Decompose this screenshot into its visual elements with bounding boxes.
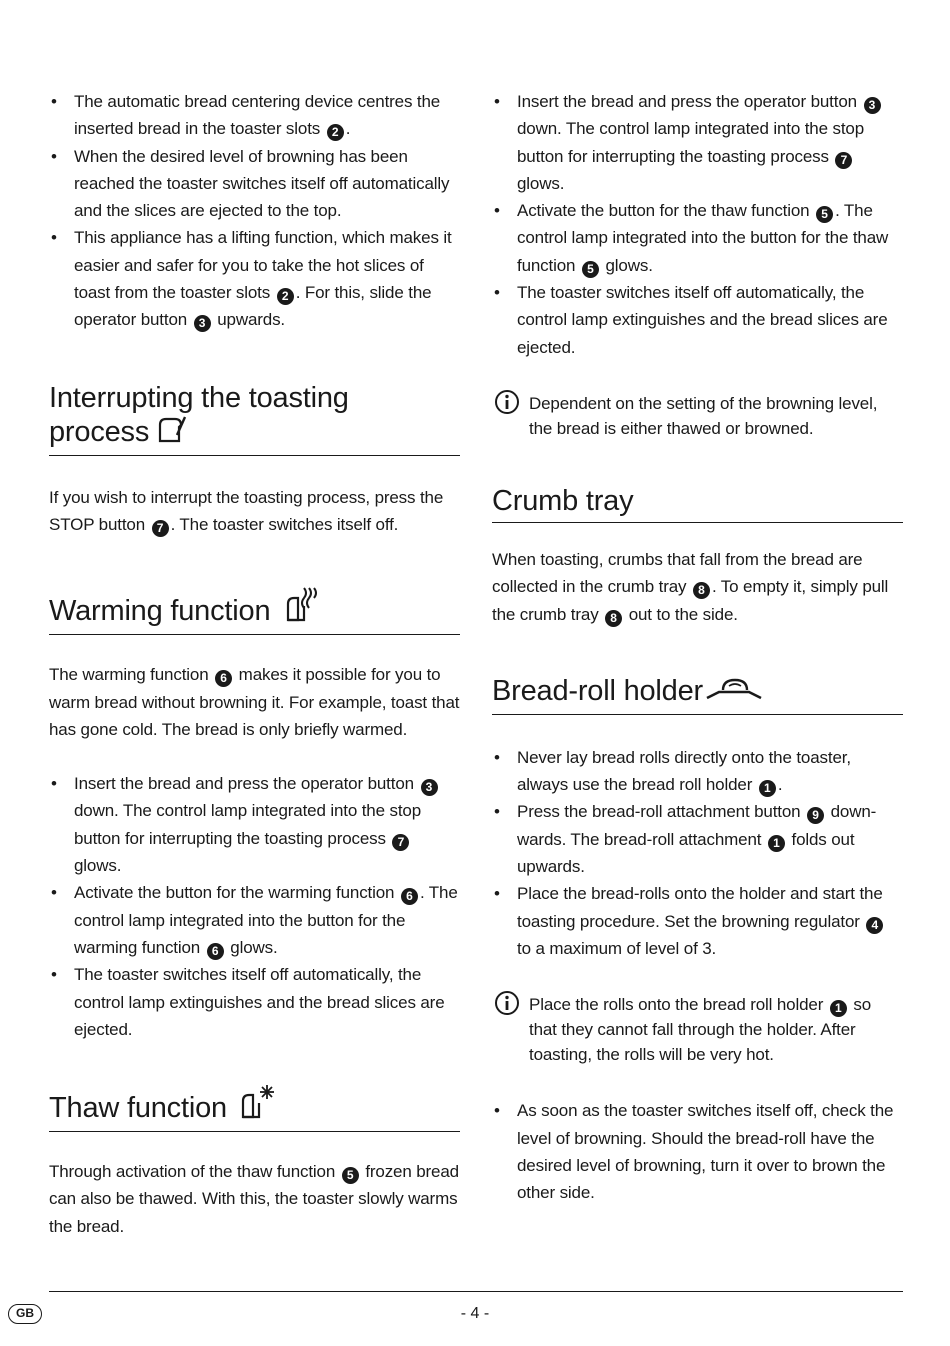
- list-item: [492, 279, 903, 361]
- interrupt-title-line2: process: [49, 415, 150, 448]
- roll-info-note: [492, 992, 903, 1067]
- text-run: makes it possible for you to warm bread without browning it. For example, toast that has gone cold. The bread is only briefly warmed.: [49, 665, 460, 739]
- warming-heading: [49, 586, 460, 635]
- thaw-note-text: Dependent on the setting of the browning level, the bread is either thawed or browned.: [529, 393, 878, 438]
- ref-number-badge: 9: [807, 807, 824, 824]
- text-run: out to the side.: [624, 604, 738, 624]
- text-run: The warming function: [49, 665, 214, 685]
- text-run: glows.: [74, 856, 122, 876]
- list-item: [49, 224, 460, 333]
- left-column: [49, 88, 460, 1240]
- info-icon: [494, 389, 520, 415]
- roll-bullet-list: [492, 744, 903, 962]
- text-run: . The control lamp integrated into the button for the thaw function: [517, 201, 889, 275]
- list-item: [49, 143, 460, 225]
- info-icon: [494, 990, 520, 1016]
- text-run: When the desired level of browning has been reached the toaster switches itself off automatically and the slices are ejected to the top.: [74, 146, 450, 221]
- text-run: .: [345, 119, 351, 139]
- toast-warming-icon: [284, 586, 318, 628]
- warming-bullet-list: [49, 770, 460, 1043]
- toast-thaw-icon: [239, 1083, 277, 1125]
- text-run: The toaster switches itself off automatically, the control lamp extinguishes and the bread slices are ejected.: [74, 965, 445, 1039]
- list-item: [492, 88, 903, 197]
- ref-number-badge: 5: [582, 261, 599, 278]
- roll-title: Bread-roll holder: [492, 674, 703, 707]
- text-run: upwards.: [212, 310, 285, 330]
- warming-title: Warming function: [49, 595, 271, 628]
- ref-number-badge: 8: [605, 610, 622, 627]
- text-run: Activate the button for the thaw function: [517, 201, 815, 221]
- text-run: down. The control lamp integrated into the stop button for interrupting the toasting process: [74, 801, 422, 848]
- text-run: Activate the button for the warming function: [74, 883, 399, 903]
- ref-number-badge: 3: [864, 97, 881, 114]
- list-item: [49, 961, 460, 1043]
- ref-number-badge: 7: [835, 152, 852, 169]
- right-column: [492, 88, 903, 1206]
- list-item: [49, 88, 460, 143]
- text-run: If you wish to interrupt the toasting process, press the STOP button: [49, 487, 444, 534]
- list-item: [492, 880, 903, 962]
- text-run: Place the bread-rolls onto the holder and start the toasting procedure. Set the browning regulator: [517, 884, 883, 931]
- ref-number-badge: 3: [194, 315, 211, 332]
- ref-number-badge: 4: [866, 917, 883, 934]
- toast-stop-icon: [157, 413, 187, 449]
- crumb-text: [492, 546, 903, 628]
- thaw-title: Thaw function: [49, 1092, 227, 1125]
- list-item: [49, 770, 460, 879]
- interrupt-heading: [49, 381, 460, 456]
- ref-number-badge: 7: [392, 834, 409, 851]
- thaw-heading: [49, 1083, 460, 1132]
- ref-number-badge: 3: [421, 779, 438, 796]
- roll-note-text: [529, 995, 871, 1064]
- text-run: .: [777, 775, 783, 795]
- text-run: glows.: [225, 937, 278, 957]
- intro-bullet-list: [49, 88, 460, 334]
- text-run: so that they cannot fall through the holder. After toasting, the rolls will be very hot.: [529, 995, 872, 1065]
- text-run: to a maximum of level of 3.: [517, 938, 717, 958]
- text-run: As soon as the toaster switches itself off, check the level of browning. Should the bread-roll have the desired level of browning, turn it over to brown the other side.: [517, 1101, 894, 1203]
- text-run: When toasting, crumbs that fall from the bread are collected in the crumb tray: [492, 549, 863, 597]
- crumb-heading: [492, 484, 903, 523]
- list-item: [492, 798, 903, 880]
- interrupt-text: [49, 484, 460, 539]
- ref-number-badge: 1: [759, 780, 776, 797]
- roll-final-bullet-list: [492, 1097, 903, 1206]
- footer-divider: [49, 1291, 903, 1292]
- ref-number-badge: 5: [342, 1167, 359, 1184]
- roll-heading: [492, 674, 903, 715]
- ref-number-badge: 2: [327, 124, 344, 141]
- ref-number-badge: 7: [152, 520, 169, 537]
- text-run: Insert the bread and press the operator button: [74, 774, 419, 794]
- list-item: [492, 197, 903, 279]
- ref-number-badge: 6: [207, 943, 224, 960]
- text-run: The automatic bread centering device centres the inserted bread in the toaster slots: [74, 92, 441, 139]
- text-run: glows.: [517, 173, 565, 193]
- interrupt-title-line1: Interrupting the toasting: [49, 381, 349, 414]
- list-item: [492, 1097, 903, 1206]
- page-number: - 4 -: [460, 1305, 490, 1322]
- ref-number-badge: 6: [401, 888, 418, 905]
- text-run: Never lay bread rolls directly onto the toaster, always use the bread roll holder: [517, 747, 851, 795]
- language-badge: GB: [8, 1304, 42, 1324]
- list-item: [492, 744, 903, 799]
- text-run: down. The control lamp integrated into the stop button for interrupting the toasting process: [517, 119, 865, 166]
- text-run: frozen bread can also be thawed. With this, the toaster slowly warms the bread.: [49, 1162, 459, 1236]
- text-run: This appliance has a lifting function, which makes it easier and safer for you to take the hot slices of toast from the toaster slots: [74, 228, 452, 303]
- text-run: . The toaster switches itself off.: [170, 514, 399, 534]
- ref-number-badge: 8: [693, 582, 710, 599]
- text-run: The toaster switches itself off automatically, the control lamp extinguishes and the bread slices are ejected.: [517, 283, 888, 357]
- bread-roll-icon: [705, 674, 763, 708]
- text-run: Insert the bread and press the operator button: [517, 92, 862, 111]
- ref-number-badge: 1: [768, 835, 785, 852]
- thaw-info-note: [492, 391, 903, 441]
- text-run: Through activation of the thaw function: [49, 1162, 340, 1182]
- text-run: glows.: [600, 255, 653, 275]
- text-run: Press the bread-roll attachment button: [517, 802, 806, 822]
- ref-number-badge: 1: [830, 1000, 847, 1017]
- text-run: . To empty it, simply pull the crumb tray: [492, 577, 889, 624]
- text-run: . For this, slide the operator button: [74, 283, 432, 330]
- text-run: Place the rolls onto the bread roll holder: [529, 995, 828, 1015]
- crumb-title: Crumb tray: [492, 484, 634, 517]
- text-run: . The control lamp integrated into the button for the warming function: [74, 883, 458, 957]
- text-run: folds out upwards.: [517, 829, 855, 877]
- warming-text: [49, 661, 460, 743]
- list-item: [49, 879, 460, 961]
- thaw-bullet-list: [492, 88, 903, 361]
- ref-number-badge: 6: [215, 670, 232, 687]
- ref-number-badge: 5: [816, 206, 833, 223]
- ref-number-badge: 2: [277, 288, 294, 305]
- thaw-text: [49, 1158, 460, 1240]
- text-run: down-wards. The bread-roll attachment: [517, 802, 877, 849]
